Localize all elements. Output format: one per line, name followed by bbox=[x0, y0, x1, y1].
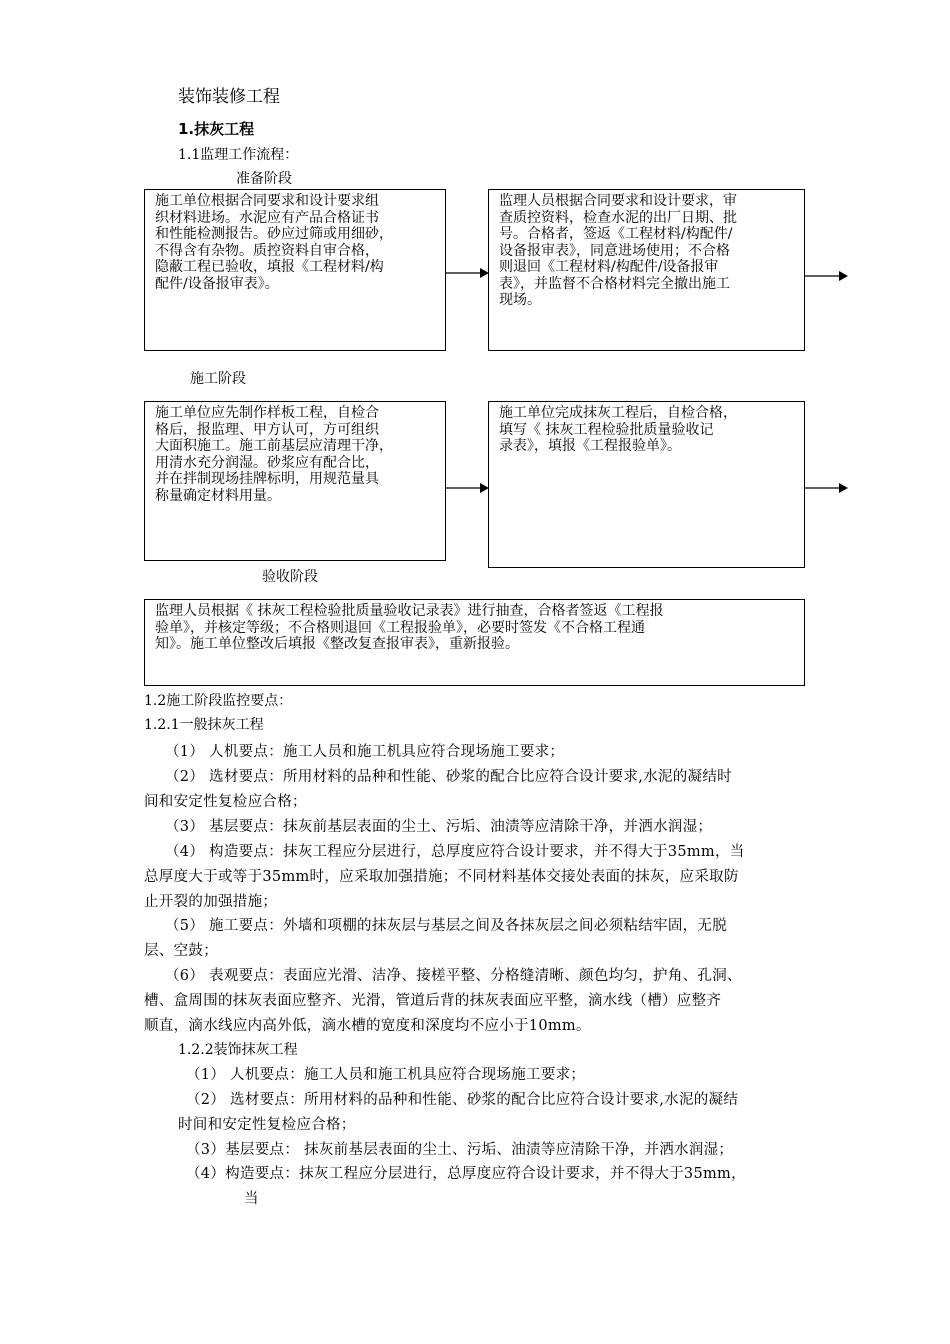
text-line: （4）构造要点：抹灰工程应分层进行，总厚度应符合设计要求，并不得大于35mm， bbox=[186, 1166, 746, 1182]
box-line: 验单》，并核定等级；不合格则退回《工程报验单》，必要时签发《不合格工程通 bbox=[155, 619, 645, 636]
box-line: 号。合格者，签返《工程材料/构配件/ bbox=[499, 226, 733, 242]
box-line: 用清水充分润湿。砂浆应有配合比， bbox=[155, 454, 379, 471]
text-line: （3）基层要点： 抹灰前基层表面的尘土、污垢、油渍等应清除干净，并洒水润湿； bbox=[186, 1142, 734, 1158]
box-line: 录表》，填报《工程报验单》。 bbox=[499, 438, 681, 454]
box-line: 现场。 bbox=[499, 292, 541, 308]
box-line: 填写《 抹灰工程检验批质量验收记 bbox=[499, 421, 714, 438]
page-title: 装饰装修工程 bbox=[178, 87, 280, 107]
box-line: 大面积施工。施工前基层应清理干净， bbox=[155, 438, 393, 454]
text-line: 时间和安定性复检应合格； bbox=[178, 1117, 356, 1133]
box-line: 和性能检测报告。砂应过筛或用细砂， bbox=[155, 226, 393, 242]
flow-arrow-right-icon bbox=[446, 266, 490, 280]
text-line: 止开裂的加强措施； bbox=[144, 894, 278, 910]
box-line: 施工单位应先制作样板工程，自检合 bbox=[155, 405, 379, 421]
box-line: 不得含有杂物。质控资料自审合格， bbox=[155, 242, 379, 259]
box-line: 监理人员根据合同要求和设计要求，审 bbox=[499, 193, 737, 209]
flow-box-prep-supervisor bbox=[488, 189, 805, 351]
box-line: 并在拌制现场挂牌标明，用规范量具 bbox=[155, 471, 379, 487]
box-line: 设备报审表》，同意进场使用；不合格 bbox=[499, 242, 730, 259]
text-line: 层、空鼓； bbox=[144, 943, 218, 959]
text-line: 总厚度大于或等于35mm时，应采取加强措施；不同材料基体交接处表面的抹灰，应采取防 bbox=[144, 869, 739, 885]
text-line: （2） 选材要点：所用材料的品种和性能、砂浆的配合比应符合设计要求,水泥的凝结 bbox=[186, 1092, 739, 1108]
flow-box-acceptance bbox=[144, 599, 805, 686]
box-line: 施工单位完成抹灰工程后，自检合格， bbox=[499, 405, 737, 421]
text-line: 当 bbox=[244, 1191, 259, 1207]
subsection-workflow: 1.1监理工作流程： bbox=[178, 147, 299, 163]
text-line: （4） 构造要点：抹灰工程应分层进行，总厚度应符合设计要求，并不得大于35mm，当 bbox=[165, 844, 745, 860]
subsection-decorative-plastering: 1.2.2装饰抹灰工程 bbox=[178, 1042, 298, 1058]
box-line: 监理人员根据《 抹灰工程检验批质量验收记录表》进行抽查，合格者签返《工程报 bbox=[155, 603, 664, 619]
flow-box-prep-contractor bbox=[144, 189, 446, 351]
box-line: 称量确定材料用量。 bbox=[155, 487, 281, 504]
text-line: （6） 表观要点：表面应光滑、洁净、接槎平整、分格缝清晰、颜色均匀，护角、孔洞、 bbox=[165, 968, 742, 984]
box-line: 织材料进场。水泥应有产品合格证书 bbox=[155, 209, 379, 226]
box-line: 格后，报监理、甲方认可，方可组织 bbox=[155, 421, 379, 438]
section-heading-plastering: 1.抹灰工程 bbox=[178, 120, 255, 138]
text-line: （1） 人机要点：施工人员和施工机具应符合现场施工要求； bbox=[186, 1067, 586, 1083]
text-line: （5） 施工要点：外墙和项棚的抹灰层与基层之间及各抹灰层之间必须粘结牢固，无脱 bbox=[165, 918, 728, 934]
subsection-monitoring: 1.2施工阶段监控要点： bbox=[144, 693, 293, 709]
flow-box-cons-completion bbox=[488, 401, 805, 568]
stage-label-prepare: 准备阶段 bbox=[236, 171, 292, 187]
box-line: 则退回《工程材料/构配件/设备报审 bbox=[499, 259, 719, 275]
flow-arrow-right-icon bbox=[446, 481, 490, 495]
stage-label-acceptance: 验收阶段 bbox=[262, 569, 318, 585]
box-line: 配件/设备报审表》。 bbox=[155, 275, 279, 292]
text-line: 槽、盒周围的抹灰表面应整齐、光滑，管道后背的抹灰表面应平整，滴水线（槽）应整齐 bbox=[144, 993, 722, 1009]
subsection-general-plastering: 1.2.1一般抹灰工程 bbox=[144, 717, 264, 733]
box-line: 表》，并监督不合格材料完全撤出施工 bbox=[499, 275, 730, 292]
text-line: 间和安定性复检应合格； bbox=[144, 794, 307, 810]
text-line: 顺直，滴水线应内高外低，滴水槽的宽度和深度均不应小于10mm。 bbox=[144, 1018, 591, 1034]
flow-arrow-right-icon bbox=[805, 269, 849, 283]
text-line: （3） 基层要点：抹灰前基层表面的尘土、污垢、油渍等应清除干净，并洒水润湿； bbox=[165, 819, 713, 835]
box-line: 施工单位根据合同要求和设计要求组 bbox=[155, 193, 379, 209]
stage-label-construction: 施工阶段 bbox=[190, 371, 246, 387]
box-line: 隐蔽工程已验收，填报《工程材料/构 bbox=[155, 259, 384, 275]
text-line: （2） 选材要点：所用材料的品种和性能、砂浆的配合比应符合设计要求,水泥的凝结时 bbox=[165, 769, 732, 785]
box-line: 知》。施工单位整改后填报《整改复查报审表》，重新报验。 bbox=[155, 636, 519, 652]
text-line: （1） 人机要点：施工人员和施工机具应符合现场施工要求； bbox=[165, 744, 565, 760]
flow-arrow-right-icon bbox=[805, 481, 849, 495]
box-line: 查质控资料，检查水泥的出厂日期、批 bbox=[499, 209, 737, 226]
flow-box-cons-contractor bbox=[144, 401, 446, 561]
